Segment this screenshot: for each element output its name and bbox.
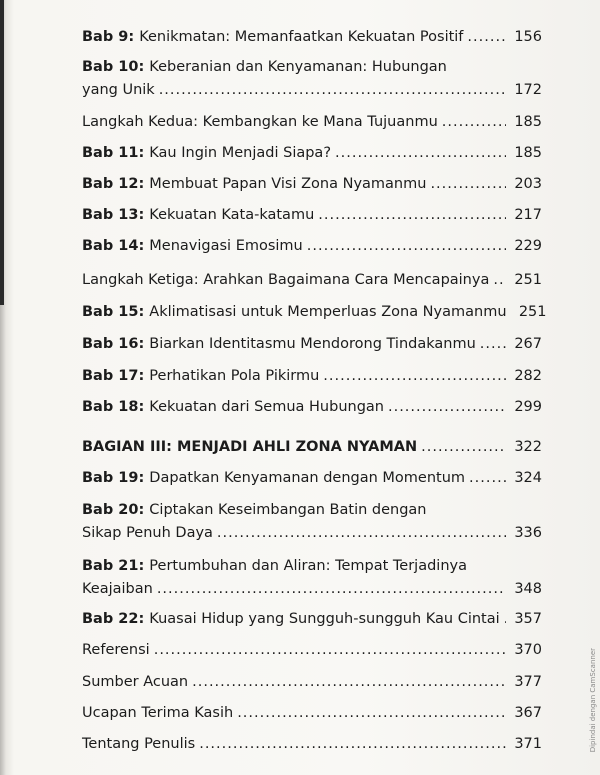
toc-entry-title: [82, 111, 438, 134]
page-number: 185: [514, 145, 542, 161]
dot-leader: [504, 608, 506, 631]
toc-entry-title: [82, 608, 500, 631]
chapter-title: yang Unik: [82, 82, 155, 98]
chapter-title: Tentang Penulis: [82, 736, 196, 752]
toc-entry-title: [82, 79, 155, 102]
chapter-label: Bab 22:: [82, 611, 150, 627]
toc-entry: [82, 173, 542, 196]
chapter-title: Referensi: [82, 642, 150, 658]
toc-entry: [82, 555, 542, 601]
toc-entry: [82, 111, 542, 134]
toc-entry-title: [82, 499, 427, 522]
page-number: 370: [514, 642, 542, 658]
toc-entry: [82, 436, 542, 459]
chapter-title: Keajaiban: [82, 581, 153, 597]
chapter-title: Membuat Papan Visi Zona Nyamanmu: [149, 176, 427, 192]
chapter-title: Pertumbuhan dan Aliran: Tempat Terjadinya: [149, 558, 467, 574]
toc-entry-title: [82, 173, 426, 196]
chapter-label: Bab 12:: [82, 176, 150, 192]
dot-leader: [467, 26, 506, 49]
toc-entry-title: [82, 396, 384, 419]
chapter-title: Ciptakan Keseimbangan Batin dengan: [149, 502, 427, 518]
dot-leader: [421, 436, 506, 459]
dot-leader: [192, 671, 506, 694]
page-number: 251: [514, 272, 542, 288]
dot-leader: [154, 639, 506, 662]
toc-entry-title: [82, 235, 303, 258]
chapter-title: Biarkan Identitasmu Mendorong Tindakanmu: [149, 336, 476, 352]
page-number: 299: [514, 399, 542, 415]
toc-entry-title: [82, 333, 476, 356]
toc-entry-title: [82, 671, 188, 694]
page-number: 336: [514, 525, 542, 541]
chapter-label: Bab 9:: [82, 29, 140, 45]
chapter-label: Bab 10:: [82, 59, 150, 75]
toc-entry: [82, 26, 542, 49]
page-number: 282: [514, 368, 542, 384]
chapter-label: Bab 19:: [82, 470, 150, 486]
page-number: 324: [514, 470, 542, 486]
toc-entry: [82, 499, 542, 545]
toc-entry-title: [82, 56, 447, 79]
dot-leader: [335, 142, 506, 165]
toc-entry: [82, 671, 542, 694]
toc-entry: [82, 269, 542, 292]
toc-entry-title: [82, 702, 233, 725]
chapter-title: BAGIAN III: MENJADI AHLI ZONA NYAMAN: [82, 439, 418, 455]
toc-entry-title: [82, 578, 153, 601]
page-number: 367: [514, 705, 542, 721]
toc-entry-title: [82, 639, 150, 662]
page-number: 357: [514, 611, 542, 627]
toc-entry-title: [82, 204, 314, 227]
toc-entry: [82, 142, 542, 165]
toc-entry: [82, 702, 542, 725]
page-number: 377: [514, 674, 542, 690]
chapter-label: Bab 13:: [82, 207, 150, 223]
dot-leader: [430, 173, 506, 196]
toc-entry-title: [82, 26, 463, 49]
dot-leader: [307, 235, 506, 258]
chapter-label: Bab 16:: [82, 336, 150, 352]
toc-entry: [82, 733, 542, 756]
chapter-title: Sikap Penuh Daya: [82, 525, 213, 541]
chapter-label: Bab 17:: [82, 368, 150, 384]
dot-leader: [493, 269, 506, 292]
toc-entry: [82, 301, 547, 324]
dot-leader: [318, 204, 506, 227]
chapter-title: Ucapan Terima Kasih: [82, 705, 234, 721]
chapter-title: Kenikmatan: Memanfaatkan Kekuatan Positif: [139, 29, 464, 45]
chapter-title: Menavigasi Emosimu: [149, 238, 303, 254]
page-number: 229: [514, 238, 542, 254]
chapter-title: Kuasai Hidup yang Sungguh-sungguh Kau Cintai: [149, 611, 500, 627]
toc-entry-title: [82, 555, 467, 578]
chapter-label: Bab 18:: [82, 399, 150, 415]
chapter-title: Langkah Ketiga: Arahkan Bagaimana Cara Mencapainya: [82, 272, 490, 288]
dot-leader: [217, 522, 506, 545]
chapter-title: Sumber Acuan: [82, 674, 189, 690]
dot-leader: [323, 365, 506, 388]
scanner-watermark: Dipindai dengan CamScanner: [589, 648, 597, 753]
chapter-title: Dapatkan Kenyamanan dengan Momentum: [149, 470, 466, 486]
toc-entry: [82, 467, 542, 490]
page-number: 371: [514, 736, 542, 752]
chapter-title: Kau Ingin Menjadi Siapa?: [149, 145, 332, 161]
chapter-title: Kekuatan Kata-katamu: [149, 207, 315, 223]
toc-entry: [82, 396, 542, 419]
page-number: 185: [514, 114, 542, 130]
dot-leader: [237, 702, 506, 725]
page-number: 267: [514, 336, 542, 352]
chapter-label: Bab 14:: [82, 238, 150, 254]
page-number: 251: [518, 304, 547, 320]
chapter-label: Bab 11:: [82, 145, 150, 161]
dot-leader: [157, 578, 506, 601]
chapter-title: Perhatikan Pola Pikirmu: [149, 368, 320, 384]
toc-entry: [82, 56, 542, 102]
page-number: 203: [514, 176, 542, 192]
page-number: 217: [514, 207, 542, 223]
dot-leader: [442, 111, 506, 134]
toc-entry-title: [82, 365, 319, 388]
toc-entry-title: [82, 522, 213, 545]
toc-entry-title: [82, 142, 331, 165]
toc-entry: [82, 639, 542, 662]
page-number: 172: [514, 82, 542, 98]
chapter-title: Keberanian dan Kenyamanan: Hubungan: [149, 59, 447, 75]
page-number: 156: [514, 29, 542, 45]
chapter-label: Bab 15:: [82, 304, 150, 320]
dot-leader: [469, 467, 506, 490]
toc-entry: [82, 333, 542, 356]
toc-entry: [82, 608, 542, 631]
binding-edge: [0, 0, 4, 305]
chapter-label: Bab 20:: [82, 502, 150, 518]
dot-leader: [480, 333, 506, 356]
page-number: 322: [514, 439, 542, 455]
toc-entry: [82, 235, 542, 258]
dot-leader: [388, 396, 506, 419]
page-number: 348: [514, 581, 542, 597]
dot-leader: [199, 733, 506, 756]
dot-leader: [159, 79, 506, 102]
toc-entry-title: [82, 733, 195, 756]
toc-entry-title: [82, 436, 417, 459]
chapter-title: Langkah Kedua: Kembangkan ke Mana Tujuanmu: [82, 114, 438, 130]
toc-entry: [82, 365, 542, 388]
chapter-title: Kekuatan dari Semua Hubungan: [149, 399, 384, 415]
toc-entry-title: [82, 301, 507, 324]
chapter-label: Bab 21:: [82, 558, 150, 574]
toc-entry: [82, 204, 542, 227]
toc-entry-title: [82, 269, 489, 292]
chapter-title: Aklimatisasi untuk Memperluas Zona Nyamanmu: [149, 304, 507, 320]
toc-entry-title: [82, 467, 465, 490]
